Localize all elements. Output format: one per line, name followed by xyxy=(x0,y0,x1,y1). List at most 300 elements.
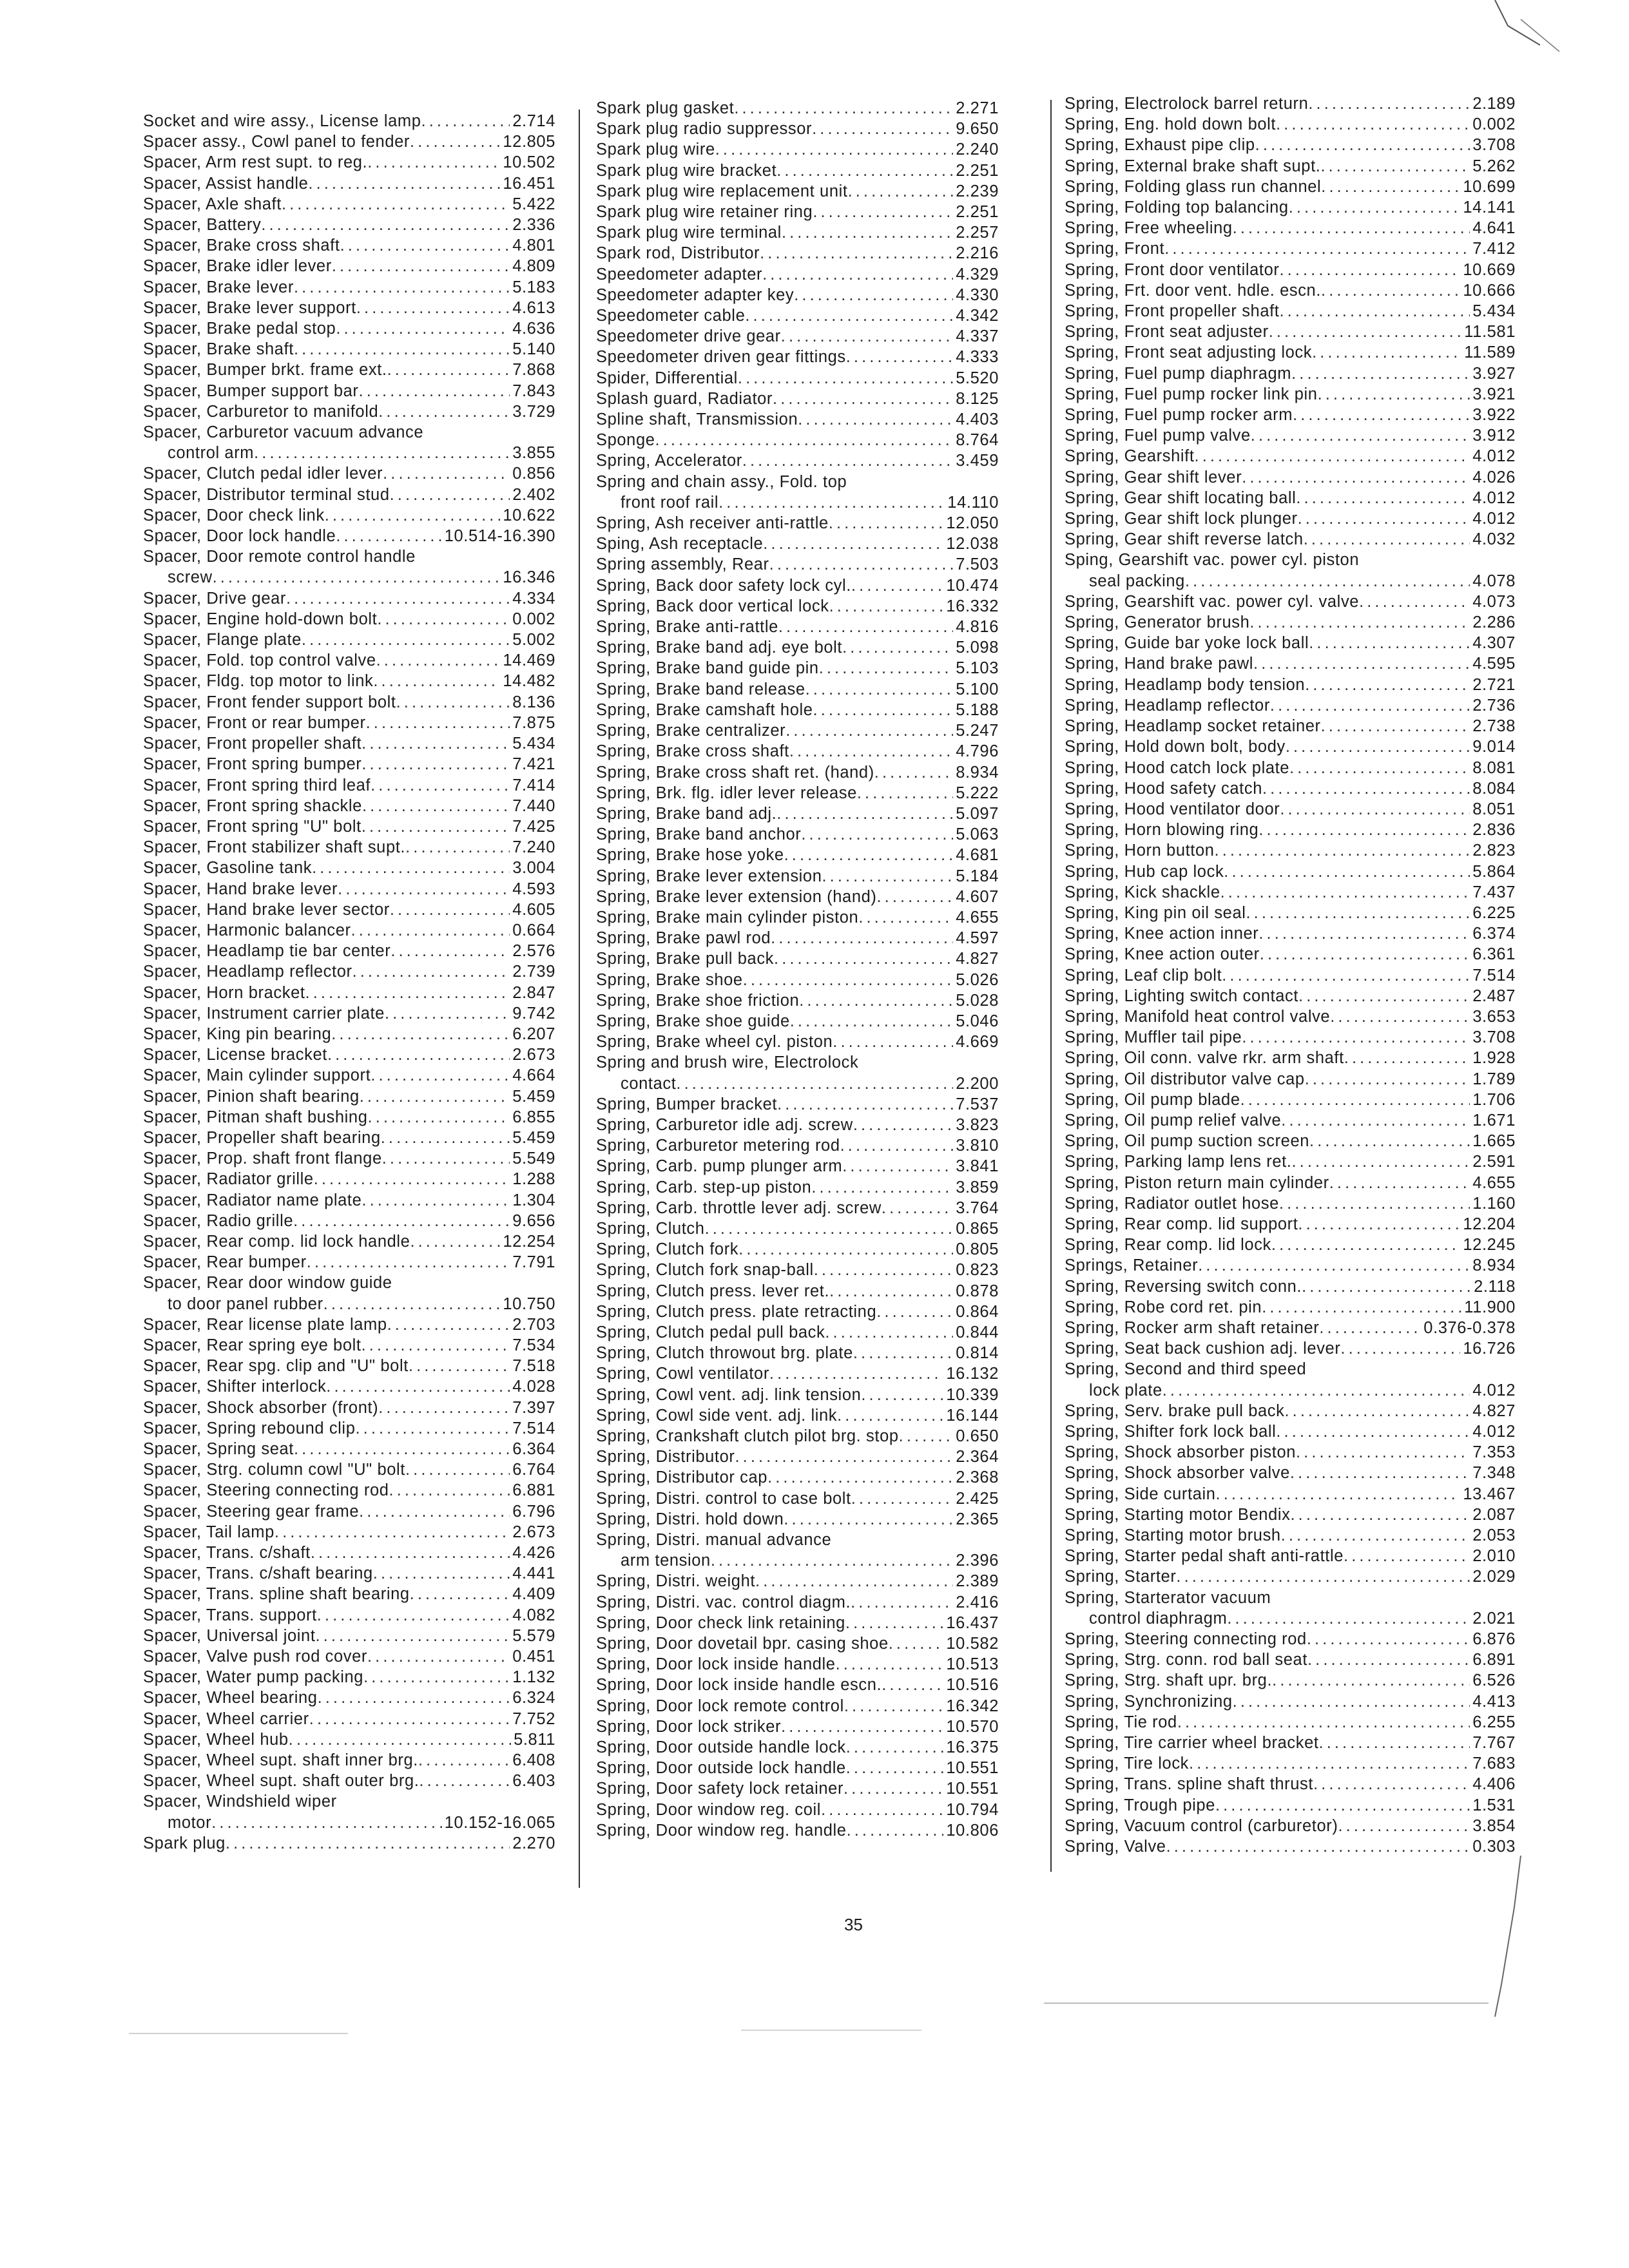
entry-part-name: Spring, Hub cap lock xyxy=(1065,862,1224,881)
entry-reference-number: 3.854 xyxy=(1472,1816,1516,1835)
index-entry xyxy=(1065,301,1516,322)
entry-part-name: Spring, Shock absorber piston xyxy=(1065,1443,1296,1462)
entry-reference-number: 5.184 xyxy=(956,867,999,885)
entry-reference-number: 4.026 xyxy=(1472,468,1516,486)
entry-reference-number: 5.063 xyxy=(956,825,999,844)
dot-leader xyxy=(829,596,944,617)
entry-part-name: Speedometer drive gear xyxy=(596,327,781,346)
entry-reference-number: 6.796 xyxy=(512,1502,555,1521)
index-entry xyxy=(596,513,999,533)
dot-leader xyxy=(317,1605,510,1626)
dot-leader xyxy=(1262,1297,1461,1318)
index-entry xyxy=(596,1467,999,1488)
dot-leader xyxy=(275,1522,510,1542)
dot-leader xyxy=(718,492,945,513)
dot-leader xyxy=(1359,591,1470,612)
entry-reference-number: 6.225 xyxy=(1472,903,1516,922)
entry-reference-number: 3.459 xyxy=(956,452,999,470)
dot-leader xyxy=(311,1542,510,1563)
index-entry xyxy=(596,762,999,783)
dot-leader xyxy=(851,575,943,596)
index-entry xyxy=(596,472,999,492)
entry-part-name: Spring, Gear shift locating ball xyxy=(1065,488,1296,507)
entry-reference-number: 0.805 xyxy=(956,1240,999,1259)
entry-reference-number: 6.526 xyxy=(1472,1671,1516,1690)
entry-part-name: Spring, Leaf clip bolt xyxy=(1065,966,1222,985)
entry-part-name: Spacer, Universal joint xyxy=(143,1626,316,1645)
index-entry xyxy=(596,928,999,948)
index-entry xyxy=(143,1044,555,1065)
entry-part-name: Spring, Clutch press. lever ret. xyxy=(596,1282,830,1300)
entry-reference-number: 10.514-16.390 xyxy=(444,527,555,546)
index-entry xyxy=(596,1218,999,1239)
dot-leader xyxy=(410,131,500,152)
index-entry xyxy=(143,941,555,961)
entry-reference-number: 2.402 xyxy=(512,485,555,504)
entry-reference-number: 10.582 xyxy=(946,1635,999,1653)
index-entry xyxy=(596,160,999,181)
entry-part-name: Spring, Frt. door vent. hdle. escn. xyxy=(1065,281,1322,300)
index-entry xyxy=(596,347,999,367)
entry-reference-number: 9.742 xyxy=(512,1004,555,1023)
index-entry xyxy=(1065,1338,1516,1359)
entry-part-name: Spacer, Trans. c/shaft bearing xyxy=(143,1564,373,1583)
dot-leader xyxy=(1253,653,1470,674)
entry-part-name: Spring, Brake lever extension (hand) xyxy=(596,887,877,906)
entry-reference-number: 7.503 xyxy=(956,555,999,574)
index-entry xyxy=(596,389,999,409)
entry-part-name: Spring, Cowl vent. adj. link tension xyxy=(596,1385,862,1404)
entry-reference-number: 14.482 xyxy=(503,672,555,691)
index-entry xyxy=(1065,965,1516,986)
dot-leader xyxy=(1280,799,1470,820)
entry-part-name: Spring, Oil pump suction screen xyxy=(1065,1132,1310,1151)
scan-edge-mark xyxy=(1476,1856,1527,2023)
entry-reference-number: 8.051 xyxy=(1472,800,1516,818)
entry-part-name: Spark plug wire bracket xyxy=(596,161,777,180)
entry-reference-number: 4.593 xyxy=(512,879,555,898)
index-entry xyxy=(1065,612,1516,633)
index-entry xyxy=(143,983,555,1003)
entry-part-name: Spring, Headlamp body tension xyxy=(1065,675,1306,694)
entry-part-name: Spacer, Shock absorber (front) xyxy=(143,1398,379,1417)
index-entry xyxy=(143,567,555,588)
index-entry xyxy=(596,139,999,160)
dot-leader xyxy=(1296,488,1470,508)
entry-reference-number: 2.270 xyxy=(512,1834,555,1852)
dot-leader xyxy=(293,1211,510,1231)
entry-part-name: Spring, Brake centralizer xyxy=(596,722,786,740)
index-entry xyxy=(596,1592,999,1613)
index-entry xyxy=(143,1003,555,1024)
entry-part-name: Spacer, Front spring third leaf xyxy=(143,776,371,794)
entry-part-name: Spring, Cowl ventilator xyxy=(596,1365,769,1383)
index-entry xyxy=(143,1729,555,1750)
index-entry xyxy=(143,1459,555,1480)
entry-part-name: Spring, Front seat adjuster xyxy=(1065,323,1269,341)
entry-reference-number: 5.811 xyxy=(514,1730,555,1749)
dot-leader xyxy=(362,796,510,816)
dot-leader xyxy=(858,907,953,928)
dot-leader xyxy=(745,305,953,326)
dot-leader xyxy=(734,98,953,119)
dot-leader xyxy=(853,1343,953,1363)
entry-reference-number: 12.254 xyxy=(503,1232,555,1251)
entry-reference-number: 10.622 xyxy=(503,506,555,524)
entry-part-name: Spring, Trans. spline shaft thrust xyxy=(1065,1775,1314,1794)
dot-leader xyxy=(211,1812,442,1833)
entry-reference-number: 4.681 xyxy=(956,846,999,865)
entry-part-name: Spring, Brake pull back xyxy=(596,950,775,968)
entry-part-name: Spring, Distri. manual advance xyxy=(596,1531,832,1550)
index-entry xyxy=(1065,93,1516,114)
index-entry xyxy=(596,637,999,658)
entry-part-name: Spacer, Windshield wiper xyxy=(143,1792,337,1811)
entry-part-name: Spring, Front xyxy=(1065,240,1165,258)
entry-part-name: Spring, Front propeller shaft xyxy=(1065,302,1280,321)
entry-reference-number: 5.028 xyxy=(956,991,999,1010)
index-entry xyxy=(1065,799,1516,820)
entry-reference-number: 4.816 xyxy=(956,618,999,637)
entry-reference-number: 7.514 xyxy=(512,1419,555,1437)
dot-leader xyxy=(842,1156,953,1177)
entry-part-name: Spring, Hand brake pawl xyxy=(1065,655,1254,673)
dot-leader xyxy=(1330,1006,1470,1027)
entry-reference-number: 5.026 xyxy=(956,970,999,989)
index-entry xyxy=(596,1675,999,1695)
index-entry xyxy=(1065,820,1516,840)
entry-reference-number: 8.084 xyxy=(1472,779,1516,798)
entry-reference-number: 4.012 xyxy=(1472,510,1516,528)
entry-part-name: Spacer, Rear spring eye bolt xyxy=(143,1336,361,1354)
index-entry xyxy=(596,1800,999,1820)
dot-leader xyxy=(361,816,510,837)
index-entry xyxy=(143,1314,555,1335)
dot-leader xyxy=(389,1480,510,1501)
index-entry xyxy=(143,1398,555,1418)
index-entry xyxy=(596,1716,999,1737)
index-entry xyxy=(143,588,555,609)
dot-leader xyxy=(848,181,954,202)
entry-reference-number: 4.032 xyxy=(1472,530,1516,549)
dot-leader xyxy=(1246,903,1470,923)
entry-reference-number: 16.375 xyxy=(946,1738,999,1757)
entry-part-name: Spring, King pin oil seal xyxy=(1065,903,1246,922)
index-entry xyxy=(596,1550,999,1571)
dot-leader xyxy=(371,775,510,796)
index-entry xyxy=(1065,1484,1516,1504)
entry-reference-number: 3.921 xyxy=(1472,385,1516,403)
index-entry xyxy=(596,305,999,326)
entry-reference-number: 1.671 xyxy=(1472,1111,1516,1129)
index-entry xyxy=(143,339,555,360)
entry-part-name: Spring, Strg. shaft upr. brg. xyxy=(1065,1671,1273,1690)
index-entry xyxy=(1065,1173,1516,1193)
index-entry xyxy=(596,1613,999,1633)
entry-part-name: Spacer, Horn bracket xyxy=(143,983,305,1002)
entry-reference-number: 2.239 xyxy=(956,182,999,200)
column-divider-2 xyxy=(1050,100,1052,1872)
entry-part-name: Spring, Carb. throttle lever adj. screw xyxy=(596,1198,882,1217)
dot-leader xyxy=(899,1426,954,1446)
index-entry xyxy=(143,401,555,422)
entry-reference-number: 5.434 xyxy=(1472,302,1516,321)
index-entry xyxy=(143,526,555,546)
entry-reference-number: 0.376-0.378 xyxy=(1423,1318,1516,1337)
entry-reference-number: 2.257 xyxy=(956,224,999,242)
entry-part-name: front roof rail xyxy=(621,493,719,512)
index-entry xyxy=(1065,114,1516,135)
entry-reference-number: 8.081 xyxy=(1472,758,1516,777)
index-entry xyxy=(1065,1359,1516,1379)
entry-reference-number: 4.307 xyxy=(1472,634,1516,653)
entry-part-name: Spacer, Bumper brkt. frame ext. xyxy=(143,361,387,380)
dot-leader xyxy=(316,1626,510,1646)
index-entry xyxy=(143,1542,555,1563)
entry-part-name: Spacer, Clutch pedal idler lever xyxy=(143,465,383,483)
dot-leader xyxy=(409,1356,510,1376)
entry-part-name: Spacer, Brake shaft xyxy=(143,340,294,359)
index-entry xyxy=(596,1758,999,1778)
index-entry xyxy=(596,1426,999,1446)
entry-part-name: Spring, Door outside handle lock xyxy=(596,1738,846,1757)
dot-leader xyxy=(655,430,954,450)
dot-leader xyxy=(767,1467,953,1488)
index-entry xyxy=(143,1086,555,1107)
dot-leader xyxy=(738,1239,953,1260)
dot-leader xyxy=(1302,1276,1471,1297)
dot-leader xyxy=(361,754,510,774)
entry-part-name: Spacer, Pinion shaft bearing xyxy=(143,1087,360,1106)
entry-part-name: Spring, Brake pawl rod xyxy=(596,929,771,948)
index-entry xyxy=(596,1198,999,1218)
dot-leader xyxy=(340,235,510,256)
entry-part-name: Spring, Generator brush xyxy=(1065,613,1250,632)
entry-part-name: Spark plug xyxy=(143,1834,226,1852)
entry-reference-number: 4.597 xyxy=(956,929,999,948)
entry-part-name: Spring, Front seat adjusting lock xyxy=(1065,343,1313,362)
index-entry xyxy=(1065,675,1516,695)
dot-leader xyxy=(1312,342,1461,363)
entry-part-name: Spring, Hood safety catch xyxy=(1065,779,1262,798)
entry-reference-number: 2.336 xyxy=(512,216,555,235)
dot-leader xyxy=(1258,820,1470,840)
entry-part-name: Spark plug radio suppressor xyxy=(596,120,813,139)
entry-reference-number: 10.806 xyxy=(946,1821,999,1840)
index-entry xyxy=(143,1563,555,1584)
entry-reference-number: 6.764 xyxy=(512,1461,555,1479)
entry-part-name: Spacer, Front propeller shaft xyxy=(143,735,362,753)
index-entry xyxy=(596,285,999,305)
index-entry xyxy=(596,430,999,450)
index-entry xyxy=(596,1488,999,1509)
entry-reference-number: 10.666 xyxy=(1463,281,1516,300)
dot-leader xyxy=(846,347,953,367)
entry-part-name: Spark plug wire terminal xyxy=(596,224,782,242)
index-entry xyxy=(143,422,555,443)
entry-part-name: Spark plug wire xyxy=(596,140,715,159)
dot-leader xyxy=(378,1398,510,1418)
entry-reference-number: 3.922 xyxy=(1472,406,1516,425)
entry-reference-number: 3.764 xyxy=(956,1198,999,1217)
entry-part-name: Spacer, Door lock handle xyxy=(143,527,336,546)
index-entry xyxy=(143,485,555,505)
dot-leader xyxy=(1279,260,1460,280)
dot-leader xyxy=(1251,425,1470,446)
dot-leader xyxy=(794,285,953,305)
dot-leader xyxy=(1281,1110,1470,1131)
entry-part-name: Spacer, Arm rest supt. to reg. xyxy=(143,153,368,172)
entry-part-name: Speedometer cable xyxy=(596,307,746,325)
dot-leader xyxy=(1242,1027,1470,1048)
entry-reference-number: 2.714 xyxy=(512,112,555,130)
entry-reference-number: 10.794 xyxy=(946,1800,999,1819)
entry-part-name: Spring, Brake shoe friction xyxy=(596,991,800,1010)
dot-leader xyxy=(1321,177,1460,197)
dot-leader xyxy=(882,1675,943,1695)
entry-reference-number: 12.805 xyxy=(503,133,555,151)
index-entry xyxy=(1065,1318,1516,1338)
index-entry xyxy=(1065,1297,1516,1318)
index-entry xyxy=(1065,1691,1516,1712)
entry-reference-number: 7.518 xyxy=(512,1357,555,1376)
entry-reference-number: 2.416 xyxy=(956,1593,999,1611)
entry-reference-number: 0.303 xyxy=(1472,1838,1516,1856)
index-entry xyxy=(1065,923,1516,944)
dot-leader xyxy=(1319,1733,1470,1753)
entry-reference-number: 5.098 xyxy=(956,639,999,657)
entry-part-name: Spacer, Wheel carrier xyxy=(143,1709,309,1728)
entry-part-name: Spring, Brake band adj. xyxy=(596,804,777,823)
entry-reference-number: 4.426 xyxy=(512,1544,555,1562)
entry-reference-number: 14.469 xyxy=(503,651,555,670)
entry-reference-number: 16.332 xyxy=(946,597,999,615)
entry-part-name: Spring, Shock absorber valve xyxy=(1065,1464,1290,1483)
entry-part-name: Spacer, Tail lamp xyxy=(143,1523,275,1541)
entry-reference-number: 2.365 xyxy=(956,1510,999,1528)
entry-reference-number: 4.441 xyxy=(512,1564,555,1583)
dot-leader xyxy=(359,381,510,401)
dot-leader xyxy=(1269,322,1462,342)
entry-part-name: Spacer, Fold. top control valve xyxy=(143,651,376,670)
entry-reference-number: 4.809 xyxy=(512,257,555,276)
entry-part-name: Spacer, Hand brake lever xyxy=(143,879,338,898)
dot-leader xyxy=(1304,529,1470,550)
dot-leader xyxy=(1293,405,1470,425)
dot-leader xyxy=(1216,1484,1461,1504)
dot-leader xyxy=(801,824,953,845)
index-column-1 xyxy=(143,111,555,1854)
index-entry xyxy=(596,1115,999,1135)
index-entry xyxy=(596,990,999,1011)
entry-reference-number: 14.141 xyxy=(1463,198,1516,217)
entry-part-name: Spring, Clutch fork xyxy=(596,1240,739,1259)
entry-part-name: Spacer, Front fender support bolt xyxy=(143,693,396,711)
index-entry xyxy=(143,235,555,256)
index-entry xyxy=(1065,1816,1516,1836)
dot-leader xyxy=(294,339,510,360)
dot-leader xyxy=(336,526,441,546)
dot-leader xyxy=(213,567,501,588)
index-entry xyxy=(143,1376,555,1397)
dot-leader xyxy=(377,609,510,629)
entry-reference-number: 3.653 xyxy=(1472,1007,1516,1026)
index-entry xyxy=(596,720,999,741)
dot-leader xyxy=(829,513,944,533)
entry-reference-number: 1.706 xyxy=(1472,1090,1516,1109)
entry-reference-number: 2.738 xyxy=(1472,717,1516,736)
index-entry xyxy=(143,1148,555,1169)
entry-part-name: Spark plug wire replacement unit xyxy=(596,182,848,200)
index-entry xyxy=(143,463,555,484)
index-entry xyxy=(596,1405,999,1426)
dot-leader xyxy=(1279,301,1470,322)
entry-reference-number: 7.752 xyxy=(512,1709,555,1728)
entry-reference-number: 5.103 xyxy=(956,659,999,678)
entry-part-name: Spring, Free wheeling xyxy=(1065,219,1233,238)
entry-part-name: Spring assembly, Rear xyxy=(596,555,769,574)
dot-leader xyxy=(254,443,510,463)
entry-reference-number: 10.669 xyxy=(1463,260,1516,279)
dot-leader xyxy=(1279,1193,1470,1214)
dot-leader xyxy=(805,679,954,700)
dot-leader xyxy=(376,650,501,671)
dot-leader xyxy=(1271,1235,1460,1255)
dot-leader xyxy=(314,1169,510,1189)
entry-part-name: Spacer, Gasoline tank xyxy=(143,859,313,878)
entry-reference-number: 0.878 xyxy=(956,1282,999,1300)
index-entry xyxy=(1065,1090,1516,1110)
dot-leader xyxy=(368,1107,510,1128)
dot-leader xyxy=(851,1592,953,1613)
dot-leader xyxy=(282,194,510,215)
entry-part-name: Spring, Tie rod xyxy=(1065,1713,1177,1731)
index-entry xyxy=(1065,508,1516,529)
entry-part-name: Spring, Brake shoe guide xyxy=(596,1012,790,1030)
entry-reference-number: 10.502 xyxy=(503,153,555,172)
entry-reference-number: 5.140 xyxy=(512,340,555,359)
index-entry xyxy=(143,609,555,629)
index-entry xyxy=(143,692,555,713)
entry-reference-number: 8.934 xyxy=(1472,1256,1516,1275)
index-entry xyxy=(1065,1629,1516,1649)
entry-part-name: Spring, Shifter fork lock ball xyxy=(1065,1423,1277,1441)
entry-part-name: Spacer, Radio grille xyxy=(143,1211,294,1230)
index-entry xyxy=(596,1260,999,1280)
dot-leader xyxy=(1307,1649,1470,1670)
index-entry xyxy=(143,754,555,774)
entry-reference-number: 7.868 xyxy=(512,361,555,380)
dot-leader xyxy=(361,1190,510,1211)
index-entry xyxy=(143,1501,555,1522)
entry-part-name: Spacer, Rear license plate lamp xyxy=(143,1315,387,1334)
index-entry xyxy=(143,360,555,380)
dot-leader xyxy=(851,1488,953,1509)
entry-part-name: lock plate xyxy=(1089,1381,1162,1399)
entry-part-name: Spacer, Main cylinder support xyxy=(143,1066,371,1085)
entry-part-name: Spacer, Trans. support xyxy=(143,1606,317,1624)
index-entry xyxy=(596,1654,999,1675)
dot-leader xyxy=(1255,135,1470,155)
dot-leader xyxy=(822,866,954,887)
entry-reference-number: 12.050 xyxy=(946,514,999,533)
index-entry xyxy=(143,1584,555,1604)
dot-leader xyxy=(1338,1816,1470,1836)
dot-leader xyxy=(1233,1691,1470,1712)
index-entry xyxy=(1065,488,1516,508)
index-entry xyxy=(143,546,555,567)
dot-leader xyxy=(814,1260,953,1280)
